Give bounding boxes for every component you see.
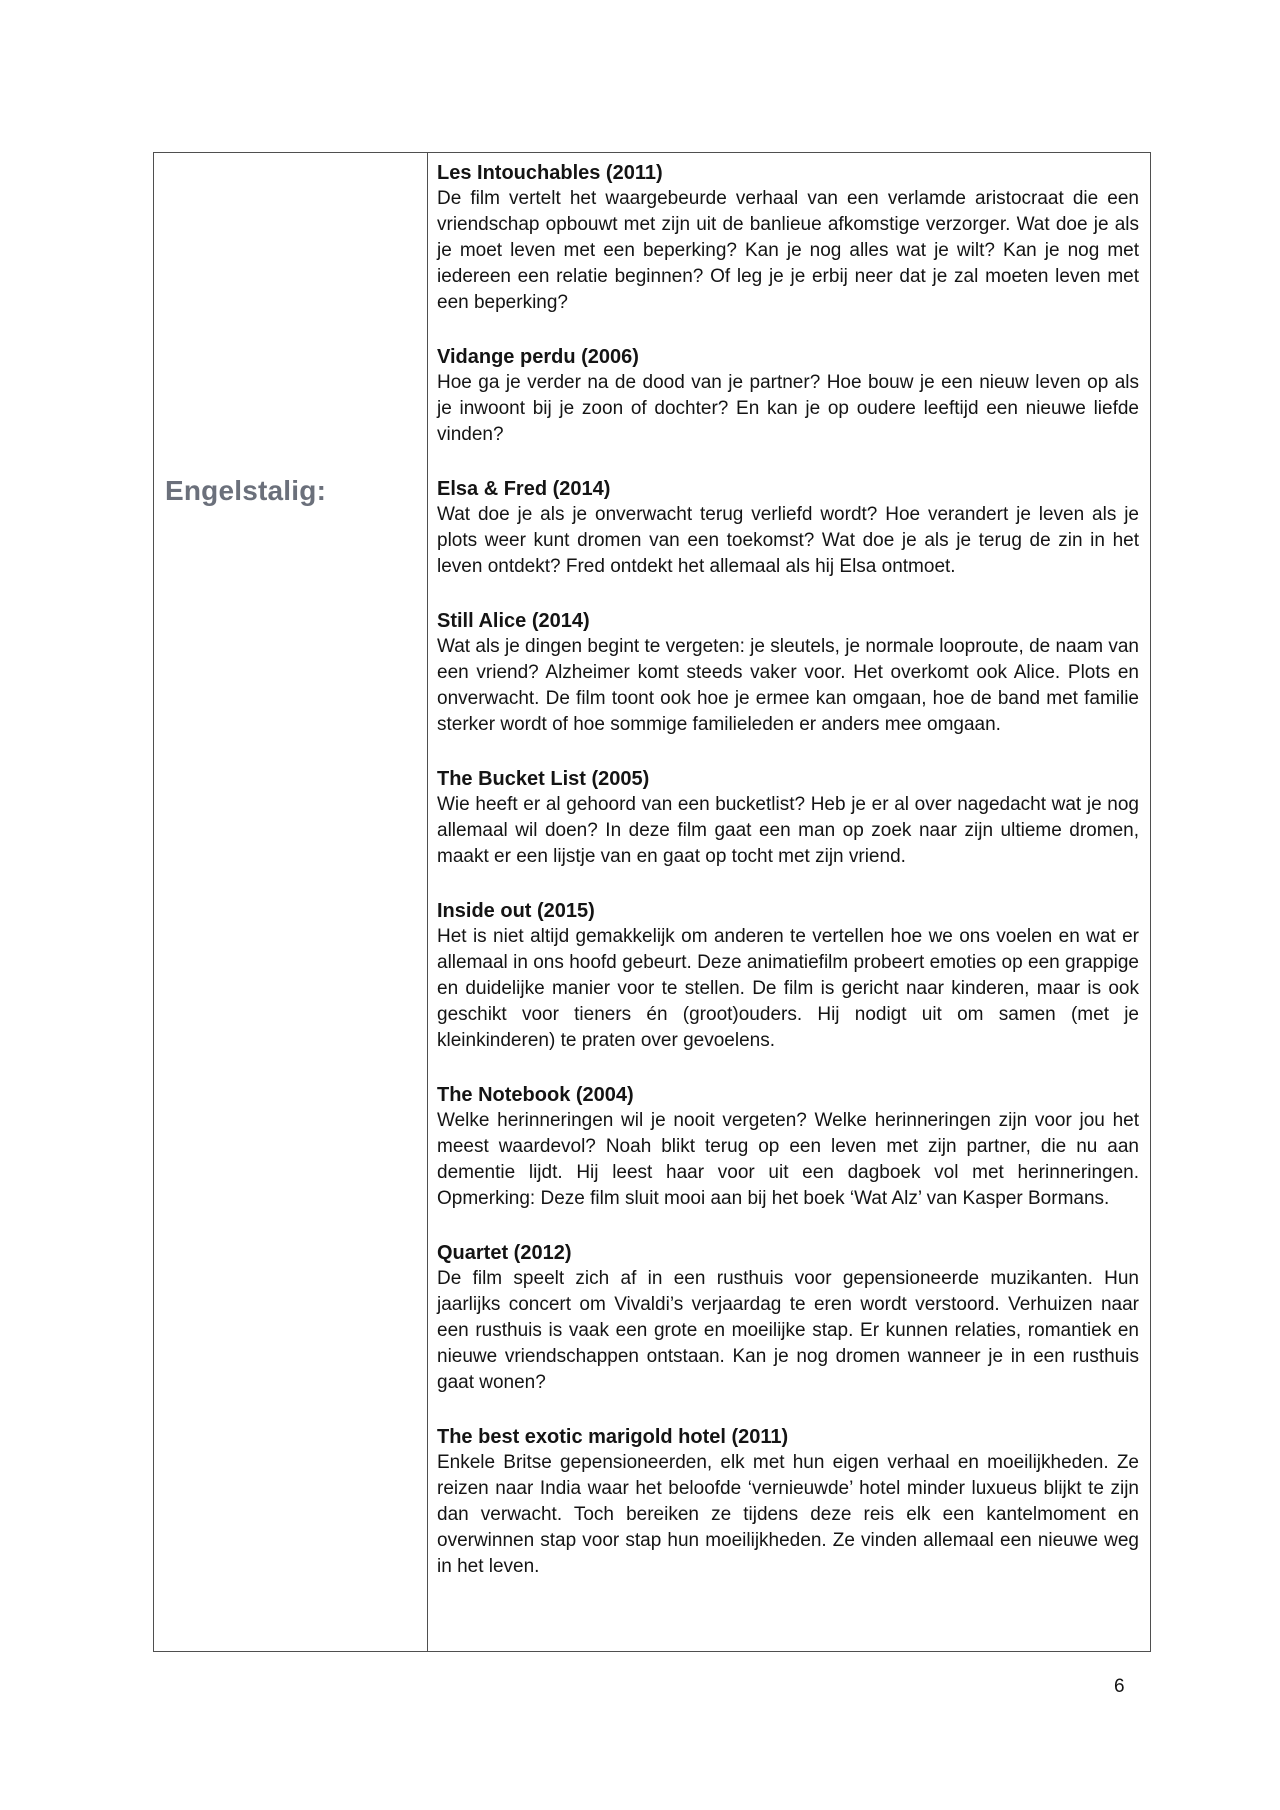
film-entry: [437, 344, 1139, 448]
film-entry: [437, 898, 1139, 1054]
film-entry: [437, 476, 1139, 580]
film-description: De film vertelt het waargebeurde verhaal van een verlamde aristocraat die een vriendschap opbouwt met zijn uit de banlieue afkomstige verzorger. Wat doe je als je moet leven met een beperking? Kan je nog alles wat je wilt? Kan je nog met iedereen een relatie beginnen? Of leg je je erbij neer dat je zal moeten leven met een beperking?: [437, 188, 1139, 313]
film-description: Wat doe je als je onverwacht terug verliefd wordt? Hoe verandert je leven als je plots weer kunt dromen van een toekomst? Wat doe je als je terug de zin in het leven ontdekt? Fred ontdekt het allemaal als hij Elsa ontmoet.: [437, 504, 1139, 577]
film-category-table: [153, 152, 1151, 1652]
film-entry: [437, 1240, 1139, 1396]
film-title: Inside out (2015): [437, 900, 595, 922]
film-entry: [437, 766, 1139, 870]
film-entry: [437, 1082, 1139, 1212]
film-description: Het is niet altijd gemakkelijk om anderen te vertellen hoe we ons voelen en wat er allemaal in ons hoofd gebeurt. Deze animatiefilm probeert emoties op een grappige en duidelijke manier voor te stellen. De film is gericht naar kinderen, maar is ook geschikt voor tieners én (groot)ouders. Hij nodigt uit om samen (met je kleinkinderen) te praten over gevoelens.: [437, 926, 1139, 1051]
film-description: De film speelt zich af in een rusthuis voor gepensioneerde muzikanten. Hun jaarlijks concert om Vivaldi’s verjaardag te eren wordt verstoord. Verhuizen naar een rusthuis is vaak een grote en moeilijke stap. Er kunnen relaties, romantiek en nieuwe vriendschappen ontstaan. Kan je nog dromen wanneer je in een rusthuis gaat wonen?: [437, 1268, 1139, 1393]
film-title: Still Alice (2014): [437, 610, 590, 632]
category-label: Engelstalig:: [165, 475, 327, 506]
category-cell: [154, 153, 428, 1651]
film-entry: [437, 160, 1139, 316]
film-title: Quartet (2012): [437, 1242, 572, 1264]
film-title: The best exotic marigold hotel (2011): [437, 1426, 789, 1448]
film-description: Wat als je dingen begint te vergeten: je sleutels, je normale looproute, de naam van een vriend? Alzheimer komt steeds vaker voor. Het overkomt ook Alice. Plots en onverwacht. De film toont ook hoe je ermee kan omgaan, hoe de band met familie sterker wordt of hoe sommige familieleden er anders mee omgaan.: [437, 636, 1139, 735]
page-number: 6: [1114, 1676, 1125, 1697]
film-title: Les Intouchables (2011): [437, 162, 663, 184]
film-title: The Notebook (2004): [437, 1084, 634, 1106]
film-title: The Bucket List (2005): [437, 768, 650, 790]
film-title: Elsa & Fred (2014): [437, 478, 611, 500]
films-cell: [428, 153, 1150, 1651]
film-description: Hoe ga je verder na de dood van je partner? Hoe bouw je een nieuw leven op als je inwoont bij je zoon of dochter? En kan je op oudere leeftijd een nieuwe liefde vinden?: [437, 372, 1139, 445]
film-title: Vidange perdu (2006): [437, 346, 639, 368]
film-entry: [437, 1424, 1139, 1580]
film-description: Enkele Britse gepensioneerden, elk met hun eigen verhaal en moeilijkheden. Ze reizen naar India waar het beloofde ‘vernieuwde’ hotel minder luxueus blijkt te zijn dan verwacht. Toch bereiken ze tijdens deze reis elk een kantelmoment en overwinnen stap voor stap hun moeilijkheden. Ze vinden allemaal een nieuwe weg in het leven.: [437, 1452, 1139, 1577]
film-entry: [437, 608, 1139, 738]
film-description: Wie heeft er al gehoord van een bucketlist? Heb je er al over nagedacht wat je nog allemaal wil doen? In deze film gaat een man op zoek naar zijn ultieme dromen, maakt er een lijstje van en gaat op tocht met zijn vriend.: [437, 794, 1139, 867]
film-description: Welke herinneringen wil je nooit vergeten? Welke herinneringen zijn voor jou het meest waardevol? Noah blikt terug op een leven met zijn partner, die nu aan dementie lijdt. Hij leest haar voor uit een dagboek vol met herinneringen. Opmerking: Deze film sluit mooi aan bij het boek ‘Wat Alz’ van Kasper Bormans.: [437, 1110, 1139, 1209]
